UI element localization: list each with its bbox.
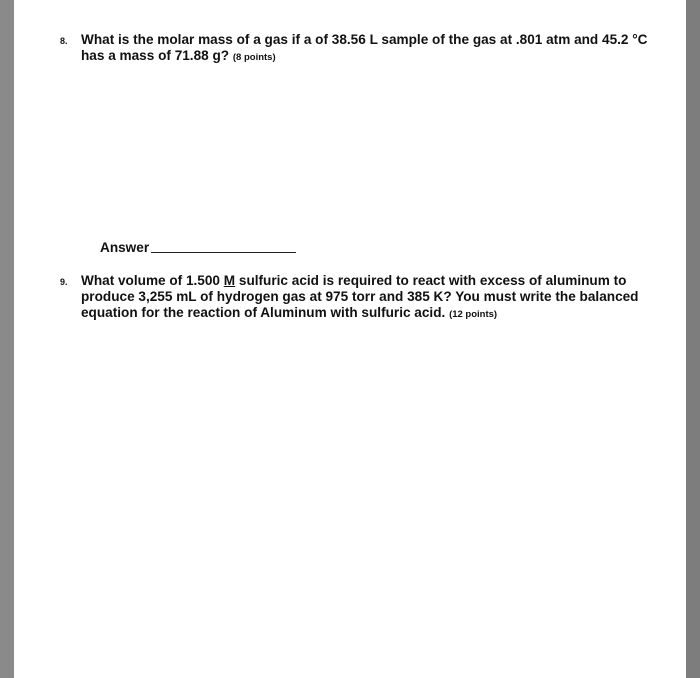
question-text: What is the molar mass of a gas if a of 38.56 L sample of the gas at .801 atm and 45.2 °C has a mass of 71.88 g? (8 points) xyxy=(81,32,648,63)
question-8 xyxy=(52,32,652,66)
points-label: (12 points) xyxy=(449,309,498,320)
worksheet-page xyxy=(14,0,686,678)
answer-label: Answer xyxy=(100,240,150,255)
molarity-unit: M xyxy=(223,273,236,288)
question-number: 8. xyxy=(60,36,68,46)
points-label: (8 points) xyxy=(232,52,276,63)
question-9 xyxy=(52,273,652,323)
question-text: What volume of 1.500 M sulfuric acid is required to react with excess of aluminum to produce 3,255 mL of hydrogen gas at 975 torr and 385 K? You must write the balanced equation for the reaction of Aluminum with sulfuric acid. (12 points) xyxy=(81,273,639,320)
page-edge xyxy=(686,0,700,678)
answer-blank[interactable] xyxy=(151,252,296,253)
question-number: 9. xyxy=(60,277,68,287)
